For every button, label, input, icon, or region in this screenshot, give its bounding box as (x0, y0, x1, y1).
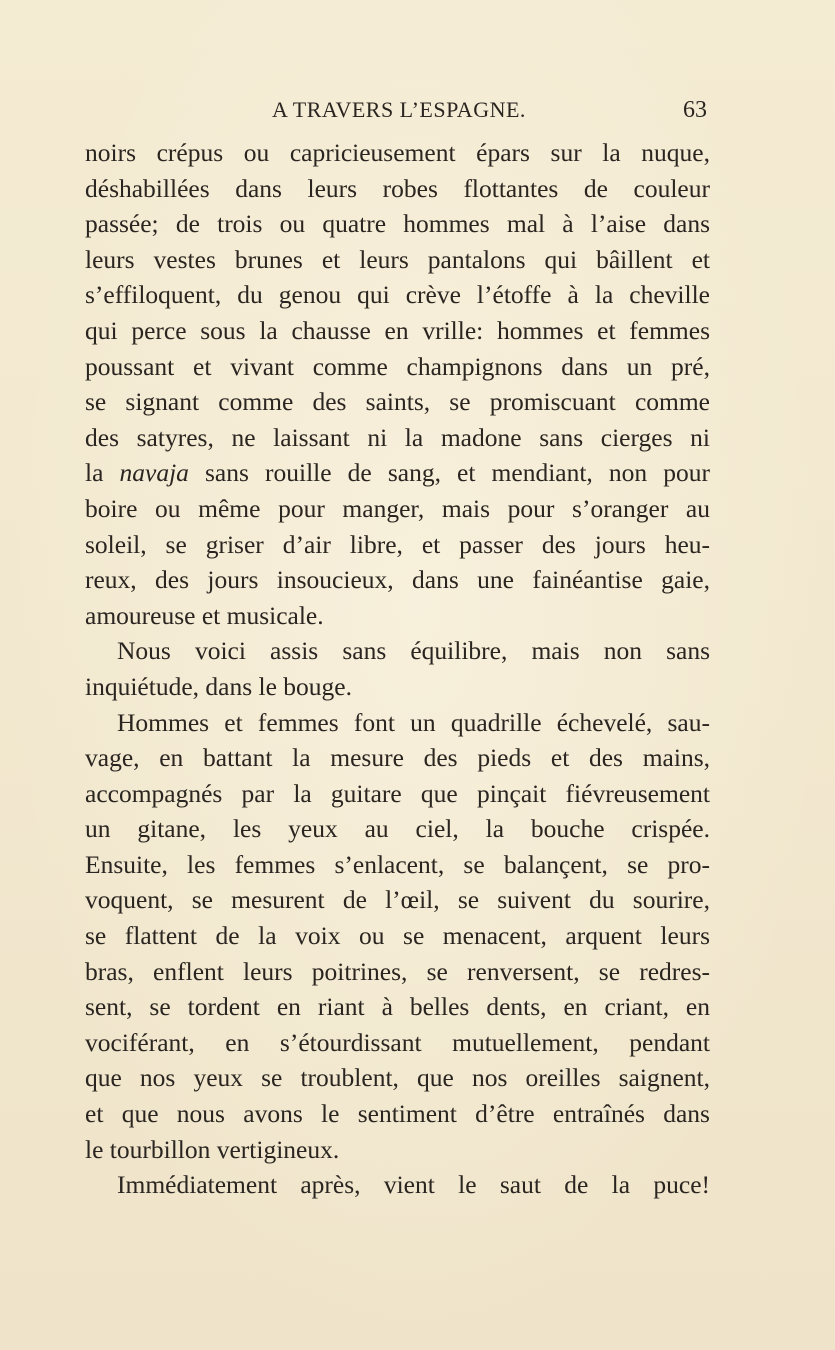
text-line: leurs vestes brunes et leurs pantalons qui bâillent et (85, 244, 710, 274)
page-header (0, 92, 835, 128)
text-line: qui perce sous la chausse en vrille: hommes et femmes (85, 315, 710, 345)
paragraph-end-line: le tourbillon vertigineux. (85, 1134, 340, 1164)
text-line: des satyres, ne laissant ni la madone sans cierges ni (85, 422, 710, 452)
text-line-with-italic (85, 455, 710, 491)
text-line: s’effiloquent, du genou qui crève l’étoffe à la cheville (85, 280, 710, 310)
text-line: soleil, se griser d’air libre, et passer des jours heu- (85, 529, 710, 559)
text-line: passée; de trois ou quatre hommes mal à l’aise dans (85, 209, 710, 239)
text-line: noirs crépus ou capricieusement épars sur la nuque, (85, 138, 710, 167)
line-prefix: la (85, 458, 120, 488)
paragraph-start-line: Hommes et femmes font un quadrille échevelé, sau- (117, 707, 710, 737)
body-text (85, 135, 710, 1203)
text-line: déshabillées dans leurs robes flottantes de couleur (85, 173, 710, 203)
text-line: vage, en battant la mesure des pieds et des mains, (85, 743, 710, 773)
text-line: bras, enflent leurs poitrines, se renversent, se redres- (85, 956, 710, 986)
text-line: et que nous avons le sentiment d’être entraînés dans (85, 1099, 710, 1129)
text-line: poussant et vivant comme champignons dans un pré, (85, 351, 710, 381)
line-suffix: sans rouille de sang, et mendiant, non pour (188, 458, 710, 488)
text-line: voquent, se mesurent de l’œil, se suivent du sourire, (85, 885, 710, 915)
running-title: A TRAVERS L’ESPAGNE. (272, 97, 526, 122)
text-line: que nos yeux se troublent, que nos oreilles saignent, (85, 1063, 710, 1093)
paragraph-end-line: inquiétude, dans le bouge. (85, 671, 352, 701)
paragraph-end-line: amoureuse et musicale. (85, 600, 324, 630)
text-line: se signant comme des saints, se promiscuant comme (85, 387, 710, 417)
text-line: sent, se tordent en riant à belles dents, en criant, en (85, 992, 710, 1022)
text-line: vociférant, en s’étourdissant mutuellement, pendant (85, 1027, 710, 1057)
text-line: reux, des jours insoucieux, dans une fainéantise gaie, (85, 565, 710, 595)
text-line: boire ou même pour manger, mais pour s’oranger au (85, 493, 710, 523)
italic-word: navaja (119, 458, 189, 488)
text-line: Ensuite, les femmes s’enlacent, se balançent, se pro- (85, 849, 710, 879)
text-line: un gitane, les yeux au ciel, la bouche crispée. (85, 814, 710, 844)
text-line: accompagnés par la guitare que pinçait fiévreusement (85, 778, 710, 808)
paragraph-start-line: Nous voici assis sans équilibre, mais non sans (117, 636, 710, 666)
page-number: 63 (683, 97, 707, 123)
text-line: se flattent de la voix ou se menacent, arquent leurs (85, 921, 710, 951)
paragraph-start-line: Immédiatement après, vient le saut de la puce! (117, 1170, 710, 1200)
